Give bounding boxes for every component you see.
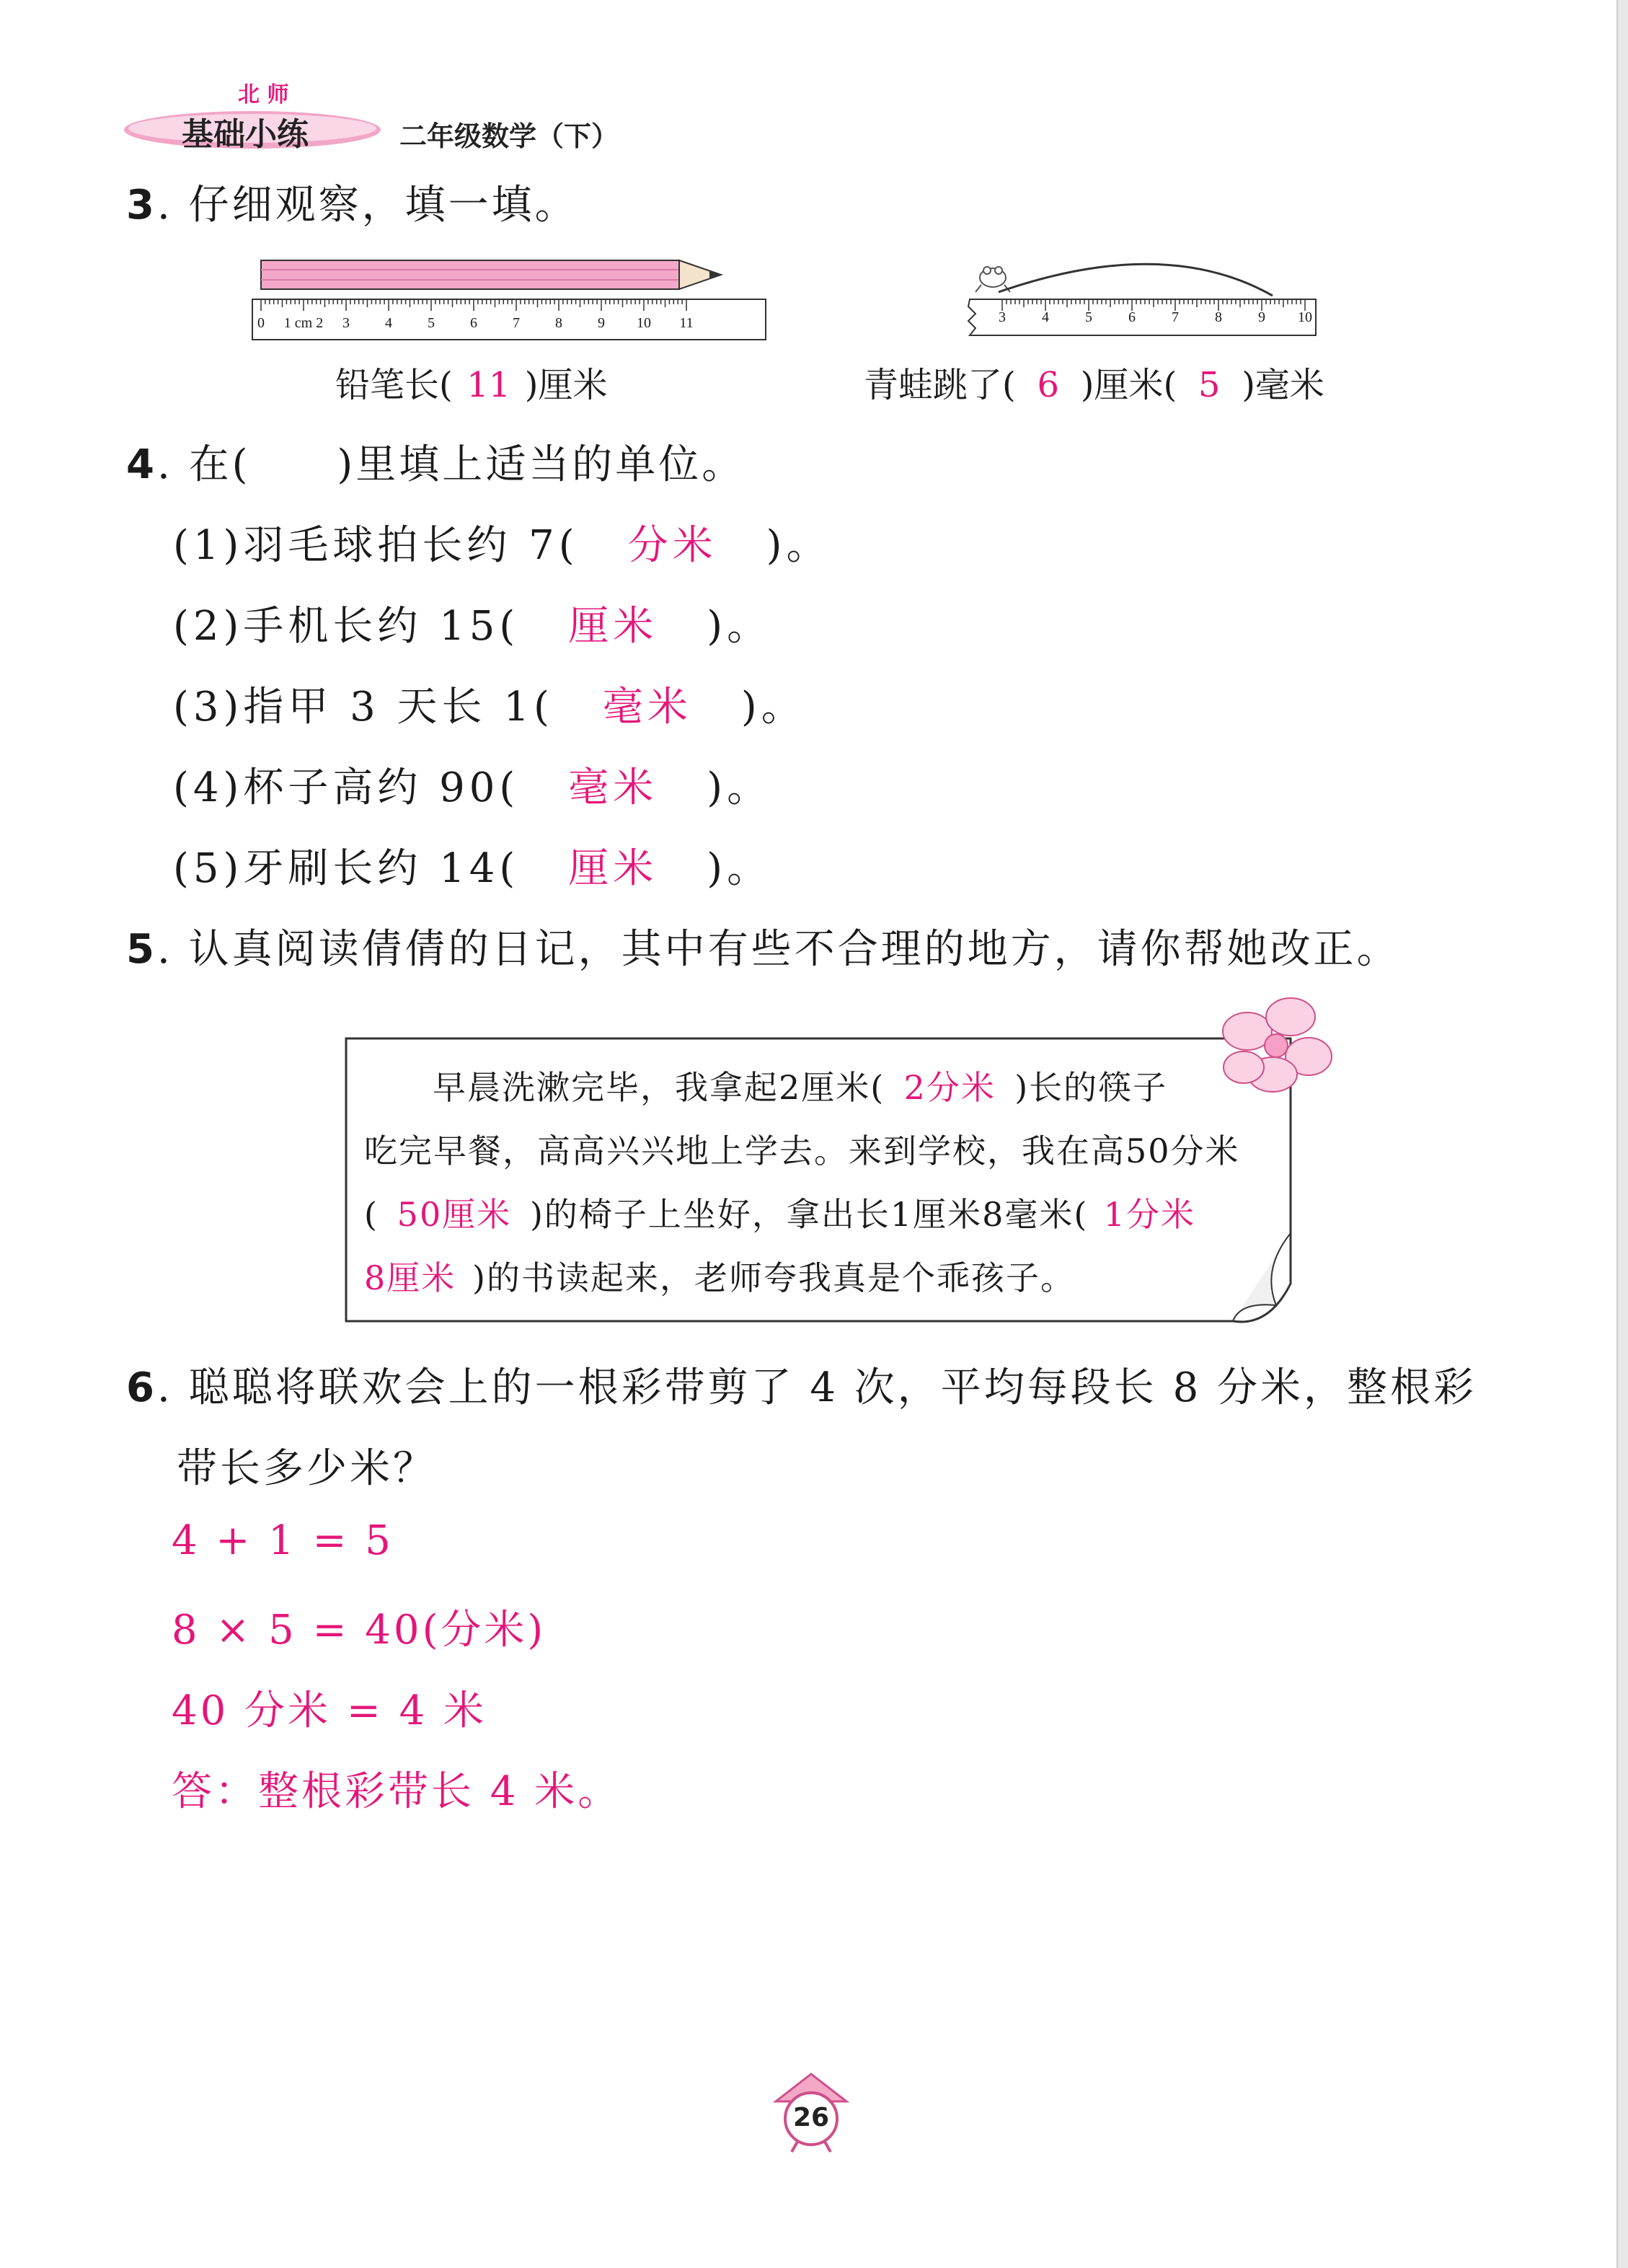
q4-item-4 (173, 756, 771, 813)
diary-line-4 (364, 1252, 1075, 1300)
q4-item-2 (173, 594, 771, 652)
ruler-tick-label: 5 (428, 315, 435, 331)
ruler-tick-label: 11 (679, 315, 694, 331)
pencil-answer-line (335, 357, 607, 407)
q6-prompt-line2 (177, 1437, 436, 1494)
diary-line1-pre: 早晨洗漱完毕，我拿起2厘米( (433, 1068, 885, 1107)
solution-step-3: 40 分米 = 4 米 (172, 1687, 487, 1734)
ruler-tick-label: 6 (470, 315, 477, 331)
diary-line-2 (364, 1125, 1240, 1173)
q4-item-answer: 厘米 (568, 603, 658, 650)
q4-item-suffix: )。 (707, 603, 772, 650)
diary-answer-1: 2分米 (903, 1068, 996, 1107)
pencil-suffix: )厘米 (524, 365, 608, 405)
q3-number: 3 (126, 182, 157, 229)
diary-line1-post: )长的筷子 (1014, 1068, 1168, 1107)
diary-answer-3a: 1分米 (1103, 1195, 1196, 1234)
solution-step-2: 8 × 5 = 40(分米) (172, 1607, 547, 1654)
diary-answer-3b: 8厘米 (364, 1258, 456, 1297)
pencil-answer: 11 (466, 365, 511, 405)
q5-text: . 认真阅读倩倩的日记，其中有些不合理的地方，请你帮她改正。 (156, 926, 1400, 973)
q4-item-answer: 毫米 (602, 684, 692, 731)
ruler-tick-label: 9 (598, 315, 605, 331)
q6-number: 6 (126, 1364, 157, 1411)
solution-answer: 答：整根彩带长 4 米。 (172, 1768, 621, 1815)
diary-line3-pre: ( (364, 1195, 379, 1234)
q4-item-answer: 厘米 (568, 845, 658, 892)
diary-line-1 (433, 1062, 1167, 1109)
solution-step-1: 4 + 1 = 5 (172, 1517, 394, 1564)
ruler-tick-label: 3 (342, 315, 350, 331)
frog-answer-mm: 5 (1198, 365, 1221, 405)
ruler-tick-label: 0 (257, 315, 265, 331)
q4-item-3 (173, 675, 806, 733)
frog-suffix: )毫米 (1242, 365, 1324, 405)
q5-number: 5 (126, 926, 157, 973)
series-top: 北 师 (238, 82, 289, 107)
q4-item-prefix: (3)指甲 3 天长 1( (173, 684, 554, 731)
q6-text-2: 带长多少米？ (177, 1445, 436, 1492)
ruler-tick-label: 8 (555, 315, 562, 331)
ruler-tick-label: 4 (385, 315, 392, 331)
header (123, 72, 642, 151)
ruler-1-labels (245, 256, 779, 350)
q4-item-prefix: (2)手机长约 15( (173, 603, 520, 650)
q4-item-1 (173, 513, 831, 571)
q4-item-suffix: )。 (766, 522, 831, 569)
ruler-tick-label: 3 (999, 309, 1006, 325)
q4-item-suffix: )。 (740, 684, 806, 731)
q6-prompt-line1 (126, 1356, 1477, 1413)
diary-answer-2: 50厘米 (397, 1195, 512, 1234)
frog-answer-line (864, 357, 1324, 407)
q4-item-prefix: (1)羽毛球拍长约 7( (173, 522, 579, 569)
series-main: 基础小练 (182, 116, 309, 153)
page-number: 26 (792, 2103, 830, 2132)
ruler-tick-label: 1 cm 2 (283, 315, 324, 331)
q5-prompt (126, 917, 1400, 975)
q4-item-prefix: (5)牙刷长约 14( (173, 845, 520, 892)
q4-item-prefix: (4)杯子高约 90( (173, 764, 520, 811)
diary-line-3 (364, 1188, 1211, 1236)
diary-line4-post: )的书读起来，老师夸我真是个乖孩子。 (472, 1258, 1075, 1297)
ruler-tick-label: 4 (1042, 309, 1049, 325)
ruler-tick-label: 9 (1258, 309, 1265, 325)
q6-text-1: . 聪聪将联欢会上的一根彩带剪了 4 次，平均每段长 8 分米，整根彩 (156, 1364, 1477, 1411)
q4-item-answer: 分米 (627, 522, 717, 569)
ruler-tick-label: 7 (1172, 309, 1179, 325)
q4-item-suffix: )。 (707, 845, 772, 892)
diary-line3-mid: )的椅子上坐好，拿出长1厘米8毫米( (529, 1195, 1089, 1234)
q4-prompt (126, 433, 745, 490)
page-edge-bar (1616, 0, 1628, 2268)
flower-icon (1223, 998, 1332, 1092)
pencil-prefix: 铅笔长( (335, 365, 453, 405)
q4-text: . 在( )里填上适当的单位。 (156, 441, 746, 488)
q4-item-answer: 毫米 (568, 764, 658, 811)
frog-answer-cm: 6 (1037, 365, 1059, 405)
q4-item-5 (173, 837, 771, 894)
ruler-tick-label: 6 (1128, 309, 1136, 325)
ruler-2-labels (955, 249, 1330, 350)
ruler-tick-label: 7 (513, 315, 520, 331)
ruler-tick-label: 8 (1215, 309, 1222, 325)
q4-item-suffix: )。 (707, 764, 772, 811)
subject-title: 二年级数学（下） (399, 120, 619, 152)
q3-prompt (126, 173, 578, 231)
ruler-tick-label: 5 (1085, 309, 1092, 325)
ruler-tick-label: 10 (1298, 309, 1312, 325)
q4-number: 4 (126, 441, 157, 488)
frog-prefix: 青蛙跳了( (864, 365, 1016, 405)
diary-line2: 吃完早餐，高高兴兴地上学去。来到学校，我在高50分米 (364, 1131, 1240, 1170)
page-number-badge (771, 2070, 851, 2156)
frog-mid: )厘米( (1080, 365, 1177, 405)
ruler-tick-label: 10 (637, 315, 651, 331)
q3-text: . 仔细观察，填一填。 (156, 182, 578, 229)
